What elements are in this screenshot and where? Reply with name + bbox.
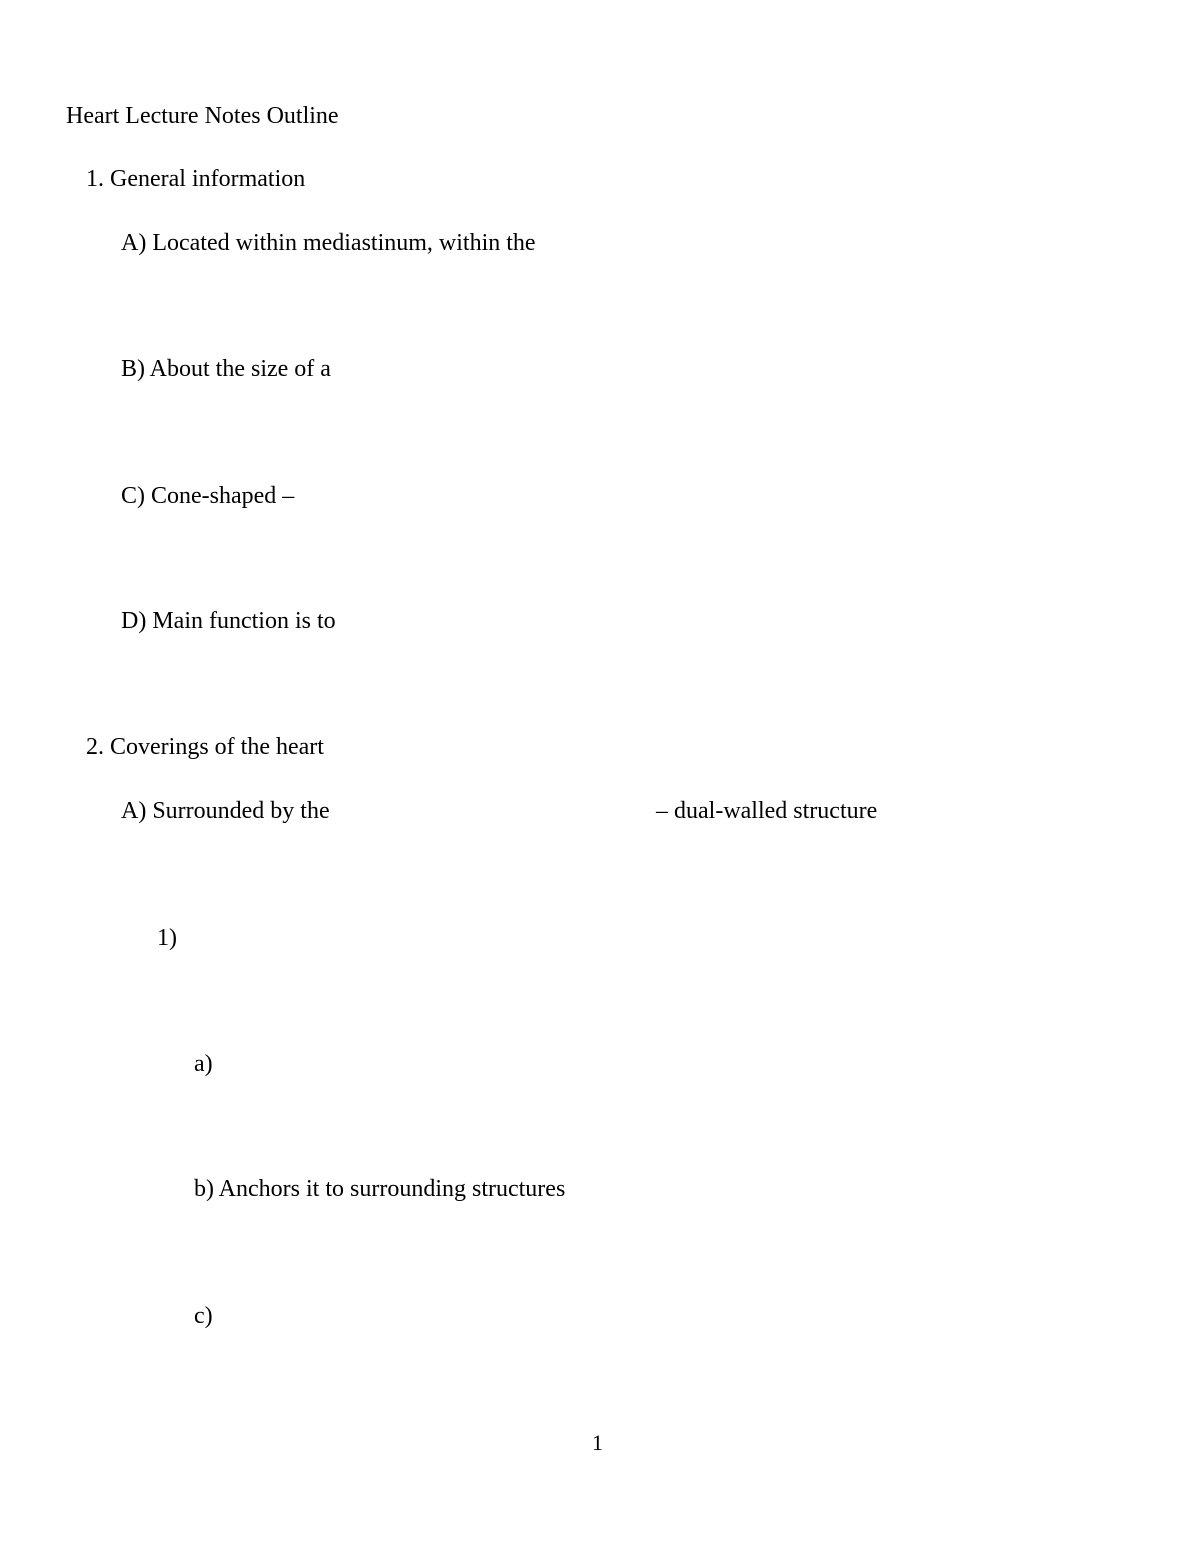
section-2-subitem-1b: b) Anchors it to surrounding structures	[194, 1176, 566, 1202]
section-1-heading: 1. General information	[86, 166, 306, 192]
section-2-heading: 2. Coverings of the heart	[86, 734, 324, 760]
page-number: 1	[592, 1430, 603, 1455]
section-2-item-a-left: A) Surrounded by the	[121, 798, 330, 824]
section-1-item-d: D) Main function is to	[121, 608, 336, 634]
section-2-item-a-right: – dual-walled structure	[656, 798, 878, 824]
section-2-subitem-1: 1)	[157, 925, 177, 951]
document-title: Heart Lecture Notes Outline	[66, 103, 339, 129]
section-1-item-a: A) Located within mediastinum, within the	[121, 230, 536, 256]
section-1-item-b: B) About the size of a	[121, 356, 331, 382]
section-2-subitem-1c: c)	[194, 1303, 213, 1329]
section-2-subitem-1a: a)	[194, 1051, 213, 1077]
section-1-item-c: C) Cone-shaped –	[121, 483, 295, 509]
